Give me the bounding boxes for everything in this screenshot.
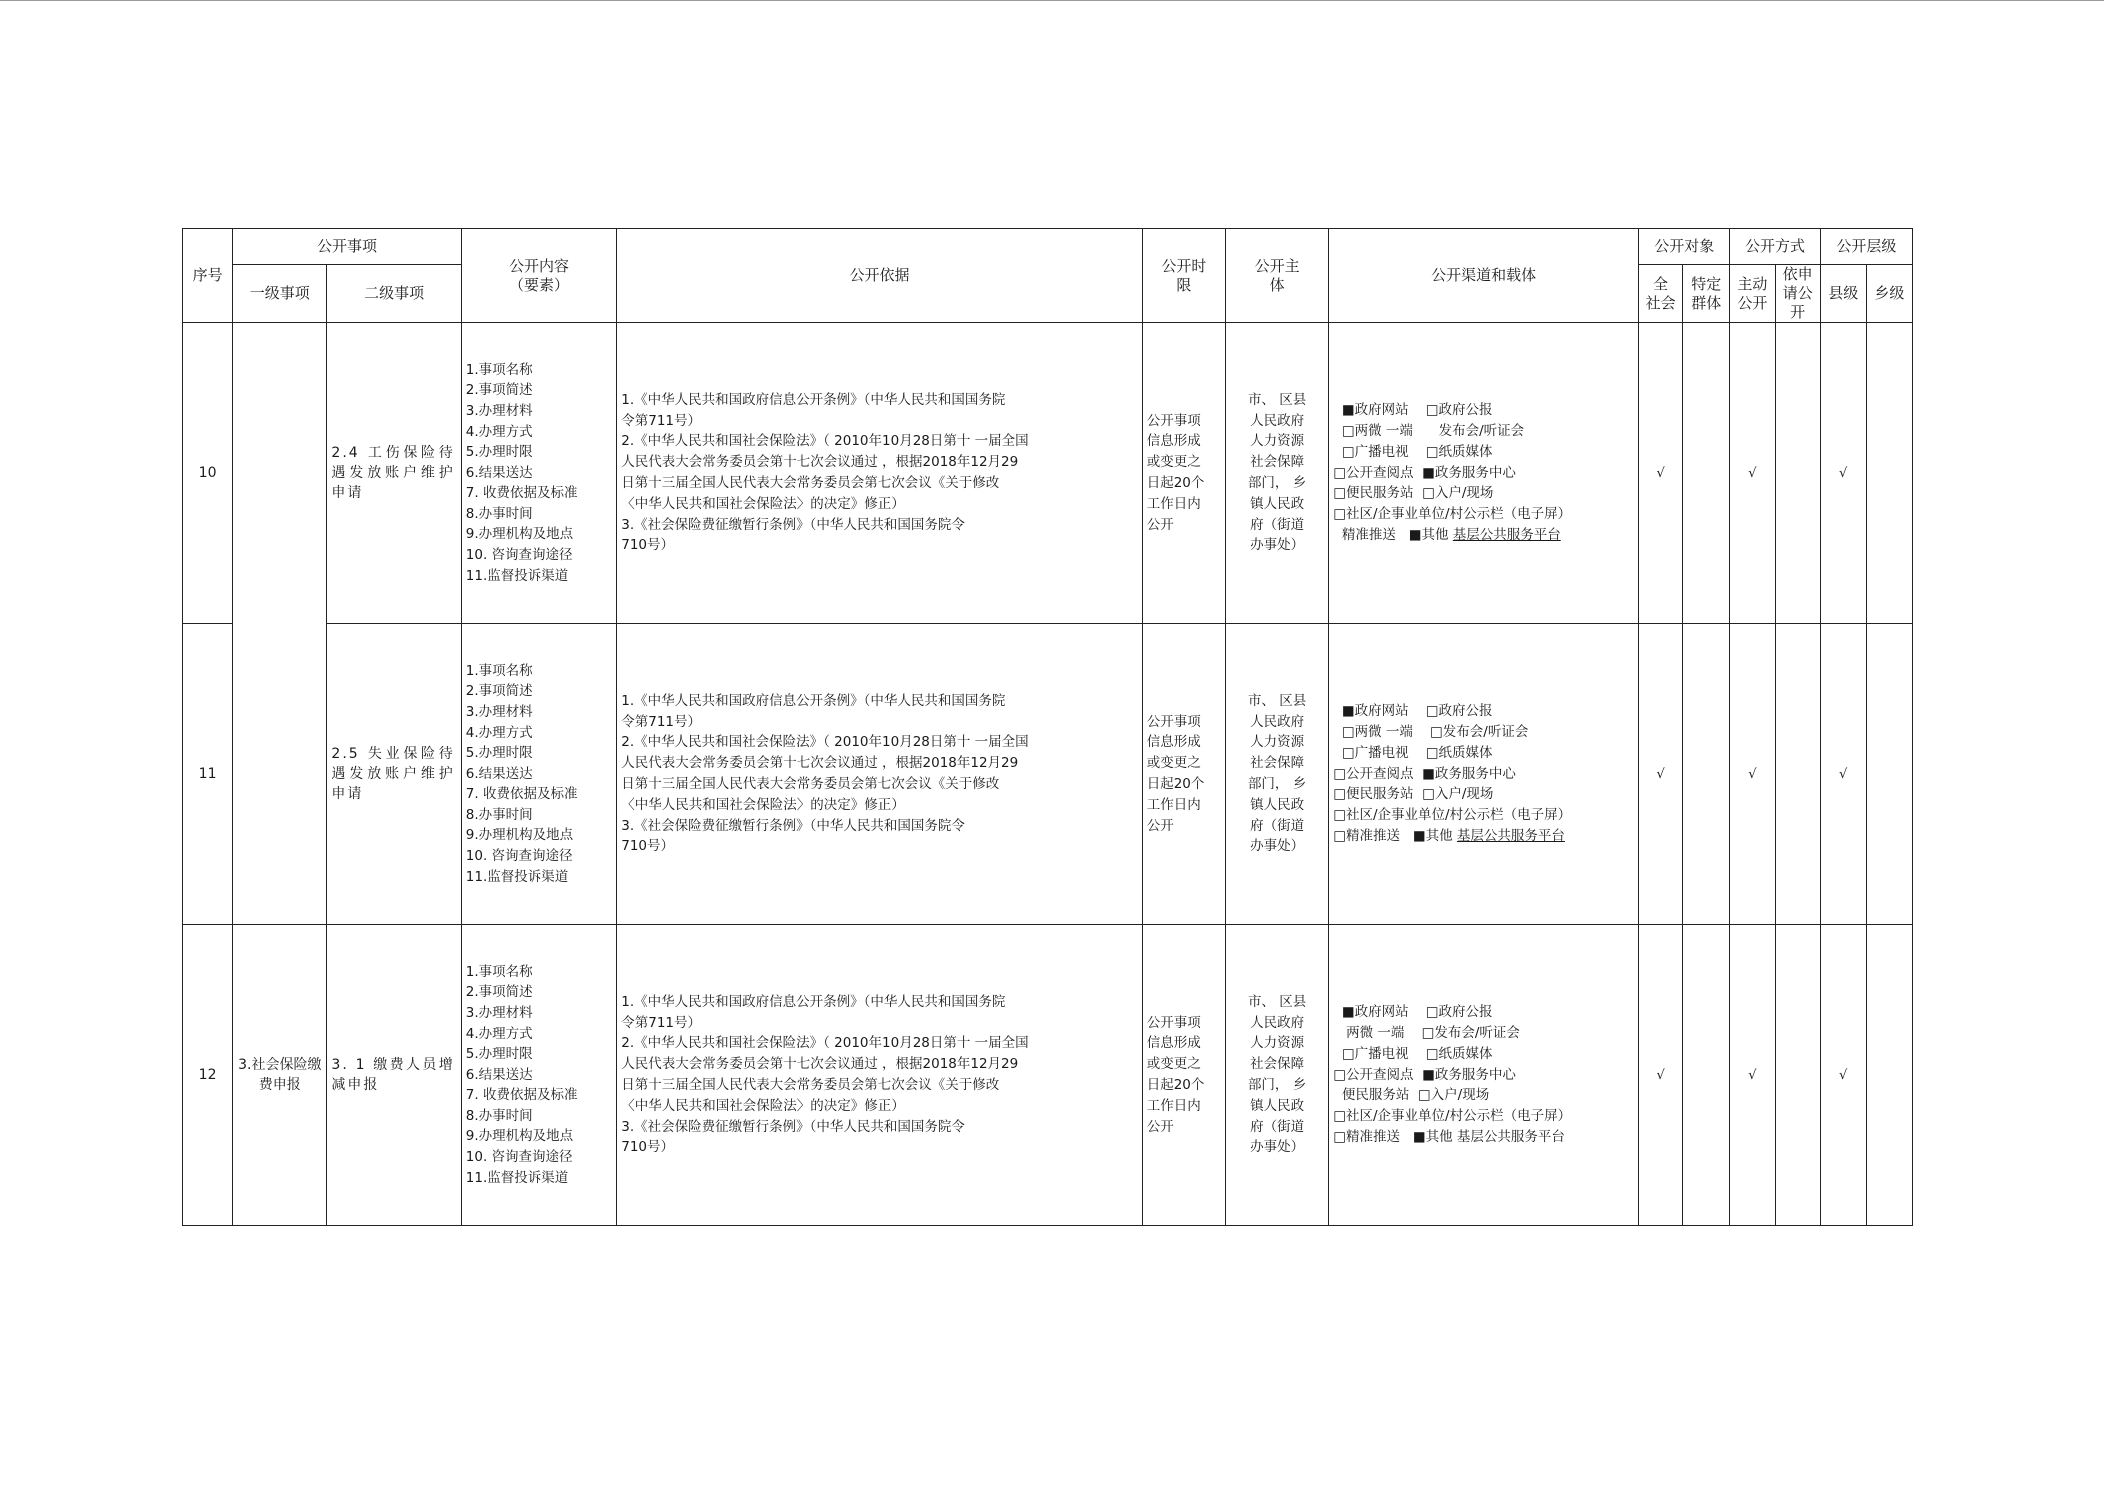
subject-line: 部门， 乡 (1247, 475, 1307, 491)
content-line: 4.办理方式 (465, 724, 533, 741)
check-target-specific (1683, 624, 1730, 925)
time-line: 工作日内 (1146, 796, 1201, 813)
basis-line: 〈中华人民共和国社会保险法〉的决定》修正） (621, 1097, 905, 1114)
header-subject-line2: 体 (1269, 275, 1285, 294)
channel-line: ■政府网站 □政府公报 (1333, 703, 1493, 720)
channel-line: □便民服务站 □入户/现场 (1333, 786, 1494, 803)
basis-line: 710号） (621, 537, 675, 554)
header-subject-line1: 公开主 (1254, 256, 1300, 275)
basis-line: 710号） (621, 1139, 675, 1156)
basis-line: 3.《社会保险费征缴暂行条例》（中华人民共和国国务院令 (621, 516, 965, 533)
channel-underlined-text: 基层公共服务平台 (1452, 526, 1561, 543)
basis-line: 令第711号） (621, 1014, 702, 1031)
channel-line-last (1333, 525, 1634, 546)
time-line: 工作日内 (1146, 1097, 1201, 1114)
channel-text: 精准推送 ■其他 (1333, 526, 1453, 543)
content-line: 11.监督投诉渠道 (465, 1169, 569, 1186)
subject-line: 市、 区县 (1247, 993, 1307, 1010)
channel-underlined-text: 基层公共服务平台 (1456, 827, 1565, 844)
basis-line: 〈中华人民共和国社会保险法〉的决定》修正） (621, 495, 905, 512)
check-method-active: √ (1730, 624, 1775, 925)
check-method-apply (1775, 925, 1820, 1226)
content-line: 8.办事时间 (465, 1107, 533, 1124)
header-channel: 公开渠道和载体 (1329, 229, 1639, 323)
row-time (1142, 323, 1225, 624)
basis-line: 3.《社会保险费征缴暂行条例》（中华人民共和国国务院令 (621, 817, 965, 834)
row-seq: 11 (183, 624, 233, 925)
row-seq: 10 (183, 323, 233, 624)
basis-line: 2.《中华人民共和国社会保险法》（ 2010年10月28日第十 一届全国 (621, 734, 1029, 751)
check-method-apply (1775, 624, 1820, 925)
channel-line: □社区/企事业单位/村公示栏（电子屏） (1333, 506, 1572, 523)
row-subject (1225, 624, 1328, 925)
content-line: 4.办理方式 (465, 1025, 533, 1042)
header-target-all (1639, 265, 1683, 323)
content-line: 3.办理材料 (465, 703, 533, 720)
basis-line: 令第711号） (621, 713, 702, 730)
basis-line: 〈中华人民共和国社会保险法〉的决定》修正） (621, 796, 905, 813)
subject-line: 人力资源 (1250, 734, 1305, 751)
row-level1: 3.社会保险缴费申报 (233, 925, 327, 1226)
channel-text: □精准推送 ■其他 (1333, 827, 1457, 844)
content-line: 9.办理机构及地点 (465, 827, 574, 844)
subject-line: 镇人民政 (1250, 1097, 1305, 1114)
time-line: 公开 (1146, 817, 1174, 834)
row-basis (617, 624, 1142, 925)
row-level2 (327, 925, 461, 1226)
time-line: 日起20个 (1146, 776, 1205, 792)
row-seq: 12 (183, 925, 233, 1226)
channel-line: 便民服务站 □入户/现场 (1333, 1087, 1490, 1104)
basis-line: 日第十三届全国人民代表大会常务委员会第七次会议《关于修改 (621, 1077, 1000, 1093)
check-level-town (1866, 925, 1912, 1226)
basis-line: 2.《中华人民共和国社会保险法》（ 2010年10月28日第十 一届全国 (621, 1035, 1029, 1052)
basis-line: 人民代表大会常务委员会第十七次会议通过 ，根据2018年12月29 (621, 454, 1019, 471)
basis-line: 日第十三届全国人民代表大会常务委员会第七次会议《关于修改 (621, 475, 1000, 491)
header-basis: 公开依据 (617, 229, 1142, 323)
check-level-county: √ (1820, 925, 1866, 1226)
subject-line: 人力资源 (1250, 1035, 1305, 1052)
subject-line: 人力资源 (1250, 433, 1305, 450)
header-content-line1: 公开内容 (509, 256, 570, 275)
basis-line: 人民代表大会常务委员会第十七次会议通过 ，根据2018年12月29 (621, 1056, 1019, 1073)
header-method-active (1730, 265, 1775, 323)
channel-line: □两微 一端 □发布会/听证会 (1333, 724, 1529, 740)
table-row (183, 925, 1913, 1226)
channel-line: ■政府网站 □政府公报 (1333, 402, 1493, 419)
content-line: 7. 收费依据及标准 (465, 1087, 578, 1104)
header-target-all-line1: 全 (1653, 274, 1669, 293)
content-line: 2.事项简述 (465, 984, 533, 1001)
time-line: 信息形成 (1146, 1035, 1201, 1052)
time-line: 公开事项 (1146, 412, 1201, 429)
content-line: 9.办理机构及地点 (465, 526, 574, 543)
check-target-all: √ (1639, 925, 1683, 1226)
channel-line: □公开查阅点 ■政务服务中心 (1333, 1066, 1516, 1083)
row-level2 (327, 624, 461, 925)
subject-line: 市、 区县 (1247, 391, 1307, 408)
header-target-specific (1683, 265, 1730, 323)
time-line: 公开 (1146, 1118, 1174, 1135)
check-method-active: √ (1730, 925, 1775, 1226)
table-row (183, 323, 1913, 624)
channel-line: 两微 一端 □发布会/听证会 (1333, 1025, 1520, 1041)
content-line: 7. 收费依据及标准 (465, 786, 578, 803)
header-method-apply (1775, 265, 1820, 323)
channel-line: □公开查阅点 ■政务服务中心 (1333, 765, 1516, 782)
channel-line: □便民服务站 □入户/现场 (1333, 485, 1494, 502)
row-channel (1329, 323, 1639, 624)
header-time-line1: 公开时 (1161, 256, 1207, 275)
subject-line: 办事处） (1250, 537, 1305, 554)
header-items: 公开事项 (233, 229, 462, 265)
header-subject (1225, 229, 1328, 323)
header-method-active-line1: 主动 (1737, 274, 1768, 293)
content-line: 9.办理机构及地点 (465, 1128, 574, 1145)
content-line: 5.办理时限 (465, 1046, 533, 1063)
channel-line: □广播电视 □纸质媒体 (1333, 1045, 1493, 1062)
check-method-active: √ (1730, 323, 1775, 624)
row-subject (1225, 323, 1328, 624)
check-level-town (1866, 323, 1912, 624)
content-line: 5.办理时限 (465, 745, 533, 762)
header-time-line2: 限 (1176, 275, 1192, 294)
header-method-apply-line1: 依申 (1782, 265, 1813, 283)
subject-line: 办事处） (1250, 838, 1305, 855)
content-line: 1.事项名称 (465, 963, 533, 980)
row-level2-text: 2.5 失业保险待遇发放账户维护申请 (331, 746, 455, 802)
header-method-apply-line2: 请公 (1782, 284, 1813, 302)
check-level-county: √ (1820, 323, 1866, 624)
content-line: 10. 咨询查询途径 (465, 547, 573, 564)
content-line: 5.办理时限 (465, 444, 533, 461)
check-level-town (1866, 624, 1912, 925)
header-level-town: 乡级 (1866, 265, 1912, 323)
time-line: 日起20个 (1146, 475, 1205, 491)
basis-line: 1.《中华人民共和国政府信息公开条例》（中华人民共和国国务院 (621, 391, 1006, 408)
row-level2 (327, 323, 461, 624)
content-line: 6.结果送达 (465, 464, 533, 481)
channel-line: □社区/企事业单位/村公示栏（电子屏） (1333, 1108, 1572, 1125)
subject-line: 社会保障 (1250, 454, 1305, 471)
content-line: 2.事项简述 (465, 382, 533, 399)
header-method-active-line2: 公开 (1737, 293, 1768, 312)
check-target-all: √ (1639, 323, 1683, 624)
content-line: 8.办事时间 (465, 806, 533, 823)
row-channel (1329, 925, 1639, 1226)
subject-line: 部门， 乡 (1247, 1077, 1307, 1093)
basis-line: 1.《中华人民共和国政府信息公开条例》（中华人民共和国国务院 (621, 993, 1006, 1010)
row-content (461, 624, 616, 925)
channel-line-last (1333, 1127, 1634, 1148)
row-content (461, 925, 616, 1226)
content-line: 6.结果送达 (465, 1066, 533, 1083)
header-content-line2: （要素） (509, 275, 570, 294)
content-line: 8.办事时间 (465, 505, 533, 522)
row-time (1142, 624, 1225, 925)
subject-line: 府（街道 (1250, 817, 1305, 834)
content-line: 11.监督投诉渠道 (465, 567, 569, 584)
basis-line: 人民代表大会常务委员会第十七次会议通过 ，根据2018年12月29 (621, 755, 1019, 772)
header-method: 公开方式 (1730, 229, 1820, 265)
header-target-specific-line1: 特定 (1691, 274, 1722, 293)
subject-line: 社会保障 (1250, 755, 1305, 772)
row-time (1142, 925, 1225, 1226)
time-line: 信息形成 (1146, 734, 1201, 751)
channel-line: □公开查阅点 ■政务服务中心 (1333, 464, 1516, 481)
subject-line: 镇人民政 (1250, 495, 1305, 512)
header-level2: 二级事项 (327, 265, 461, 323)
content-line: 1.事项名称 (465, 361, 533, 378)
time-line: 公开事项 (1146, 1014, 1201, 1031)
check-method-apply (1775, 323, 1820, 624)
subject-line: 社会保障 (1250, 1056, 1305, 1073)
table-row (183, 624, 1913, 925)
check-target-specific (1683, 925, 1730, 1226)
row-basis (617, 925, 1142, 1226)
header-time (1142, 229, 1225, 323)
header-level1: 一级事项 (233, 265, 327, 323)
row-level2-text: 3. 1 缴费人员增减申报 (331, 1057, 455, 1093)
content-line: 1.事项名称 (465, 662, 533, 679)
content-line: 2.事项简述 (465, 683, 533, 700)
time-line: 或变更之 (1146, 454, 1201, 471)
channel-line: □两微 一端 发布会/听证会 (1333, 423, 1525, 439)
subject-line: 市、 区县 (1247, 692, 1307, 709)
subject-line: 部门， 乡 (1247, 776, 1307, 792)
channel-line: □社区/企事业单位/村公示栏（电子屏） (1333, 807, 1572, 824)
content-line: 4.办理方式 (465, 423, 533, 440)
header-level: 公开层级 (1820, 229, 1912, 265)
header-target-specific-line2: 群体 (1691, 293, 1722, 312)
page-top-edge (0, 0, 2104, 1)
basis-line: 1.《中华人民共和国政府信息公开条例》（中华人民共和国国务院 (621, 692, 1006, 709)
subject-line: 府（街道 (1250, 516, 1305, 533)
time-line: 公开事项 (1146, 713, 1201, 730)
subject-line: 人民政府 (1250, 412, 1305, 429)
time-line: 或变更之 (1146, 755, 1201, 772)
content-line: 7. 收费依据及标准 (465, 485, 578, 502)
subject-line: 府（街道 (1250, 1118, 1305, 1135)
content-line: 10. 咨询查询途径 (465, 1149, 573, 1166)
row-subject (1225, 925, 1328, 1226)
header-content (461, 229, 616, 323)
check-target-specific (1683, 323, 1730, 624)
subject-line: 镇人民政 (1250, 796, 1305, 813)
header-method-apply-line3: 开 (1790, 303, 1806, 321)
content-line: 6.结果送达 (465, 765, 533, 782)
content-line: 10. 咨询查询途径 (465, 848, 573, 865)
check-level-county: √ (1820, 624, 1866, 925)
time-line: 或变更之 (1146, 1056, 1201, 1073)
row-content (461, 323, 616, 624)
content-line: 11.监督投诉渠道 (465, 868, 569, 885)
basis-line: 日第十三届全国人民代表大会常务委员会第七次会议《关于修改 (621, 776, 1000, 792)
channel-line: ■政府网站 □政府公报 (1333, 1004, 1493, 1021)
subject-line: 人民政府 (1250, 713, 1305, 730)
basis-line: 3.《社会保险费征缴暂行条例》（中华人民共和国国务院令 (621, 1118, 965, 1135)
disclosure-table (182, 228, 1913, 1226)
row-level2-text: 2.4 工伤保险待遇发放账户维护申请 (331, 445, 455, 501)
basis-line: 2.《中华人民共和国社会保险法》（ 2010年10月28日第十 一届全国 (621, 433, 1029, 450)
header-level-county: 县级 (1820, 265, 1866, 323)
row-level1 (233, 323, 327, 925)
subject-line: 人民政府 (1250, 1014, 1305, 1031)
basis-line: 令第711号） (621, 412, 702, 429)
time-line: 信息形成 (1146, 433, 1201, 450)
check-target-all: √ (1639, 624, 1683, 925)
time-line: 日起20个 (1146, 1077, 1205, 1093)
row-basis (617, 323, 1142, 624)
content-line: 3.办理材料 (465, 1004, 533, 1021)
channel-text: □精准推送 ■其他 基层公共服务平台 (1333, 1128, 1565, 1145)
time-line: 工作日内 (1146, 495, 1201, 512)
basis-line: 710号） (621, 838, 675, 855)
row-channel (1329, 624, 1639, 925)
header-seq: 序号 (183, 229, 233, 323)
subject-line: 办事处） (1250, 1139, 1305, 1156)
time-line: 公开 (1146, 516, 1174, 533)
channel-line-last (1333, 826, 1634, 847)
content-line: 3.办理材料 (465, 402, 533, 419)
header-target: 公开对象 (1639, 229, 1730, 265)
channel-line: □广播电视 □纸质媒体 (1333, 744, 1493, 761)
header-target-all-line2: 社会 (1645, 293, 1676, 312)
channel-line: □广播电视 □纸质媒体 (1333, 443, 1493, 460)
